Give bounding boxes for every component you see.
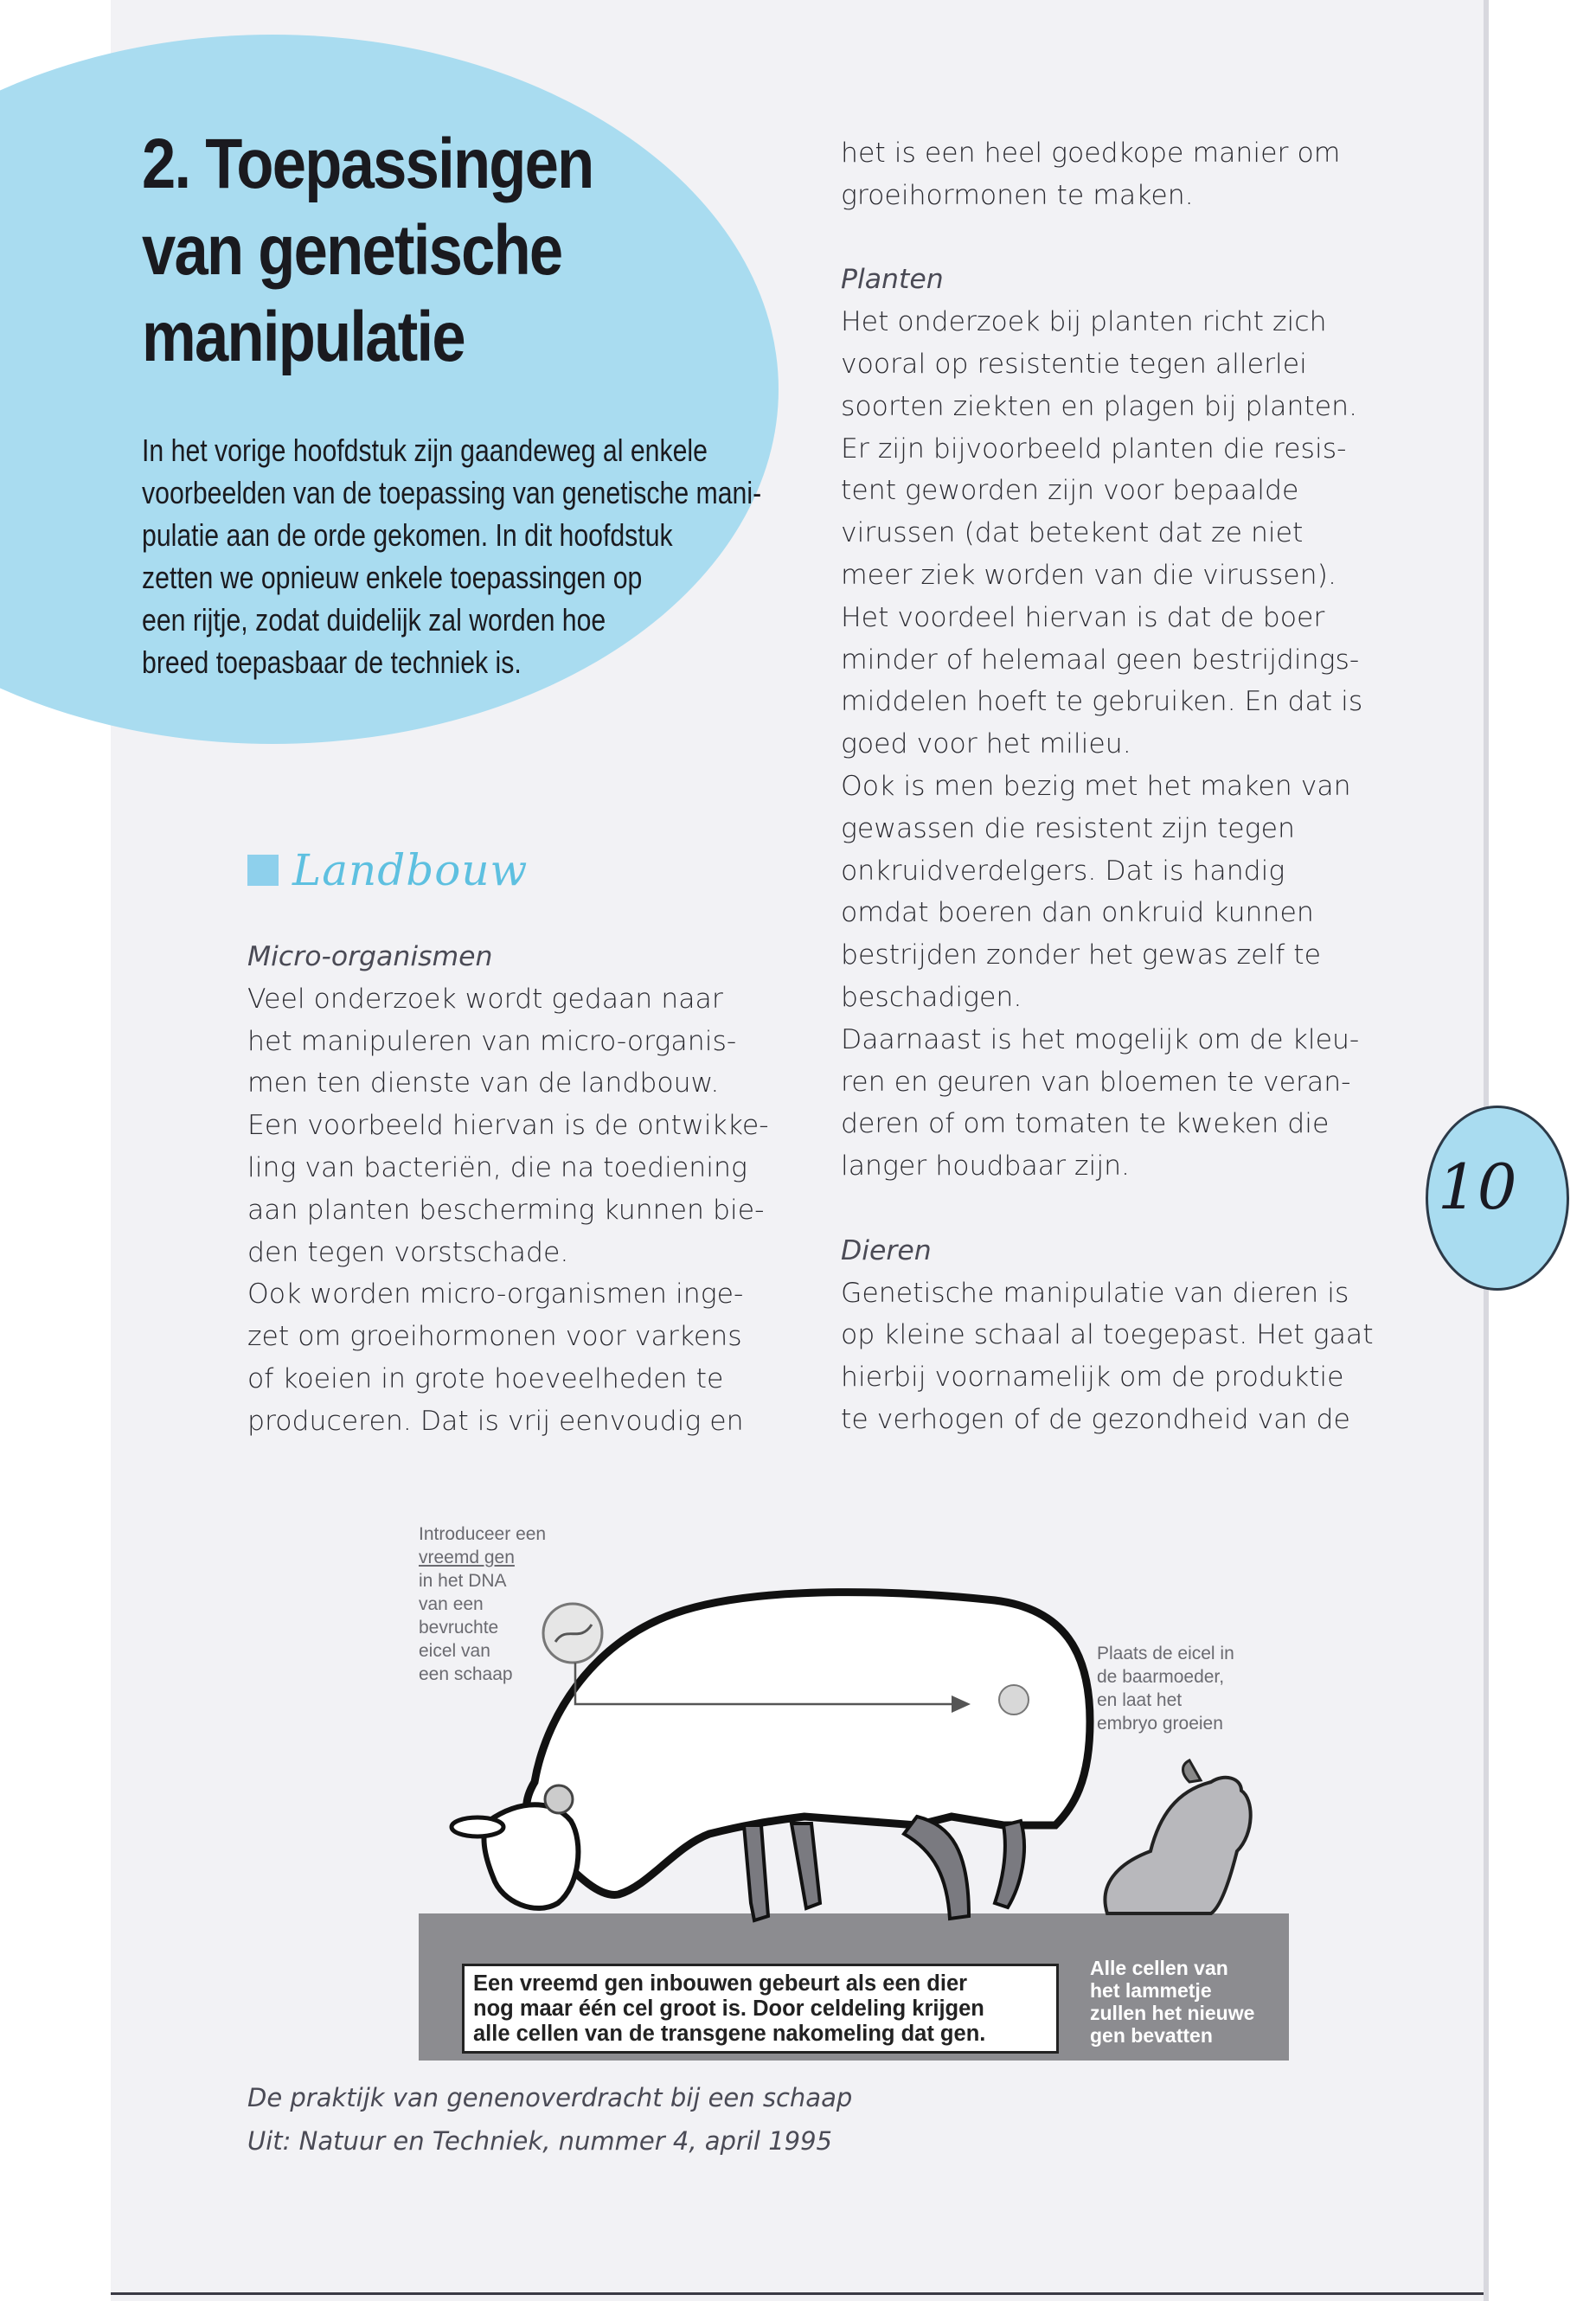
sheep-ear-icon	[452, 1817, 503, 1836]
body-line: Ook is men bezig met het maken van	[841, 770, 1351, 802]
body-line: ren en geuren van bloemen te veran-	[841, 1066, 1351, 1098]
figure-label-line: van een	[419, 1594, 484, 1614]
body-line: deren of om tomaten te kweken die	[841, 1108, 1330, 1140]
body-line: Veel onderzoek wordt gedaan naar	[247, 983, 723, 1015]
body-line: aan planten bescherming kunnen bie-	[247, 1194, 765, 1226]
lamb-icon	[1105, 1778, 1250, 1913]
title-line: 2. Toepassingen	[142, 125, 593, 203]
section-heading-text: Landbouw	[292, 845, 529, 895]
body-line: Ook worden micro-organismen inge-	[247, 1279, 744, 1311]
body-line: tent geworden zijn voor bepaalde	[841, 475, 1299, 507]
caption-line: De praktijk van genenoverdracht bij een schaap	[247, 2083, 853, 2112]
figure-note-box	[462, 1964, 1059, 2054]
page-number: 10	[1438, 1150, 1517, 1223]
right-column	[841, 132, 1394, 1441]
section-heading	[247, 844, 528, 896]
body-line: gewassen die resistent zijn tegen	[841, 812, 1295, 844]
figure-label-line: eicel van	[419, 1641, 490, 1661]
body-line: langer houdbaar zijn.	[841, 1150, 1131, 1183]
section-square-icon	[247, 855, 279, 886]
body-line: Er zijn bijvoorbeeld planten die resis-	[841, 433, 1347, 465]
body-line: ling van bacteriën, die na toediening	[247, 1151, 747, 1183]
figure-side-note	[1090, 1957, 1289, 2047]
figure-label-line: in het DNA	[419, 1571, 507, 1591]
caption-line: Uit: Natuur en Techniek, nummer 4, april 1995	[247, 2126, 832, 2156]
subhead-micro-organismen: Micro-organismen	[247, 941, 493, 972]
body-line: den tegen vorstschade.	[247, 1236, 569, 1268]
sheep-front-leg-icon	[744, 1825, 768, 1920]
body-line: Het onderzoek bij planten richt zich	[841, 306, 1327, 338]
title-line: manipulatie	[142, 298, 465, 376]
figure-label-line: embryo groeien	[1097, 1714, 1223, 1734]
note-line: Een vreemd gen inbouwen gebeurt als een dier	[473, 1971, 968, 1996]
figure-caption	[247, 2076, 852, 2163]
body-line: Genetische manipulatie van dieren is	[841, 1277, 1349, 1309]
subhead-dieren: Dieren	[841, 1234, 932, 1266]
intro-line: een rijtje, zodat duidelijk zal worden hoe	[142, 602, 606, 638]
body-line: Een voorbeeld hiervan is de ontwikke-	[247, 1110, 769, 1142]
body-line: zet om groeihormonen voor varkens	[247, 1321, 742, 1353]
body-line: minder of helemaal geen bestrijdings-	[841, 644, 1360, 676]
body-line: groeihormonen te maken.	[841, 179, 1194, 211]
sheep-figure	[398, 1522, 1289, 2067]
body-line: het is een heel goedkope manier om	[841, 138, 1341, 169]
body-line: te verhogen of de gezondheid van de	[841, 1403, 1350, 1435]
body-line: het manipuleren van micro-organis-	[247, 1025, 737, 1057]
body-line: bestrijden zonder het gewas zelf te	[841, 939, 1322, 971]
body-line: hierbij voornamelijk om de produktie	[841, 1362, 1344, 1394]
intro-line: pulatie aan de orde gekomen. In dit hoofdstuk	[142, 517, 673, 553]
intro-line: zetten we opnieuw enkele toepassingen op	[142, 560, 643, 595]
body-line: of koeien in grote hoeveelheden te	[247, 1362, 724, 1394]
side-note-line: het lammetje	[1090, 1979, 1212, 2002]
body-line: meer ziek worden van die virussen).	[841, 559, 1336, 591]
egg-in-uterus-icon	[999, 1685, 1029, 1715]
figure-label-line: bevruchte	[419, 1618, 499, 1638]
body-line: omdat boeren dan onkruid kunnen	[841, 897, 1314, 929]
body-line: Het voordeel hiervan is dat de boer	[841, 601, 1325, 633]
body-line: soorten ziekten en plagen bij planten.	[841, 390, 1358, 422]
chapter-title	[142, 121, 593, 381]
body-line: onkruidverdelgers. Dat is handig	[841, 855, 1285, 887]
body-line: vooral op resistentie tegen allerlei	[841, 348, 1307, 380]
chapter-intro	[142, 429, 762, 683]
note-line: nog maar één cel groot is. Door celdeling krijgen	[473, 1997, 984, 2021]
figure-label-line: en laat het	[1097, 1690, 1183, 1710]
side-note-line: Alle cellen van	[1090, 1957, 1228, 1979]
figure-label-left	[419, 1522, 546, 1686]
body-line: virussen (dat betekent dat ze niet	[841, 517, 1304, 549]
figure-label-line: vreemd gen	[419, 1548, 515, 1567]
lamb-ear-icon	[1183, 1760, 1202, 1782]
body-line: goed voor het milieu.	[841, 728, 1131, 760]
sheep-front-leg-icon	[792, 1823, 820, 1908]
title-line: van genetische	[142, 211, 562, 290]
sheep-hind-leg-icon	[904, 1817, 969, 1919]
body-line: op kleine schaal al toegepast. Het gaat	[841, 1319, 1374, 1351]
intro-line: In het vorige hoofdstuk zijn gaandeweg al enkele	[142, 433, 708, 468]
bottom-rule	[111, 2292, 1484, 2295]
note-line: alle cellen van de transgene nakomeling dat gen.	[473, 2022, 986, 2046]
intro-line: voorbeelden van de toepassing van genetische mani-	[142, 475, 762, 510]
side-note-line: gen bevatten	[1090, 2024, 1213, 2047]
left-column	[247, 936, 801, 1443]
figure-label-right	[1097, 1642, 1234, 1735]
side-note-line: zullen het nieuwe	[1090, 2002, 1255, 2024]
figure-label-line: een schaap	[419, 1664, 513, 1684]
figure-label-line: de baarmoeder,	[1097, 1667, 1225, 1687]
figure-label-line: Plaats de eicel in	[1097, 1644, 1234, 1663]
body-line: middelen hoeft te gebruiken. En dat is	[841, 686, 1363, 718]
figure-label-line: Introduceer een	[419, 1524, 547, 1544]
body-line: Daarnaast is het mogelijk om de kleu-	[841, 1023, 1360, 1055]
egg-cell-icon	[545, 1785, 573, 1813]
subhead-planten: Planten	[841, 264, 944, 296]
body-line: beschadigen.	[841, 981, 1022, 1013]
body-line: men ten dienste van de landbouw.	[247, 1067, 720, 1099]
body-line: produceren. Dat is vrij eenvoudig en	[247, 1405, 744, 1437]
intro-line: breed toepasbaar de techniek is.	[142, 644, 522, 680]
sheep-hind-leg-icon	[995, 1821, 1024, 1907]
